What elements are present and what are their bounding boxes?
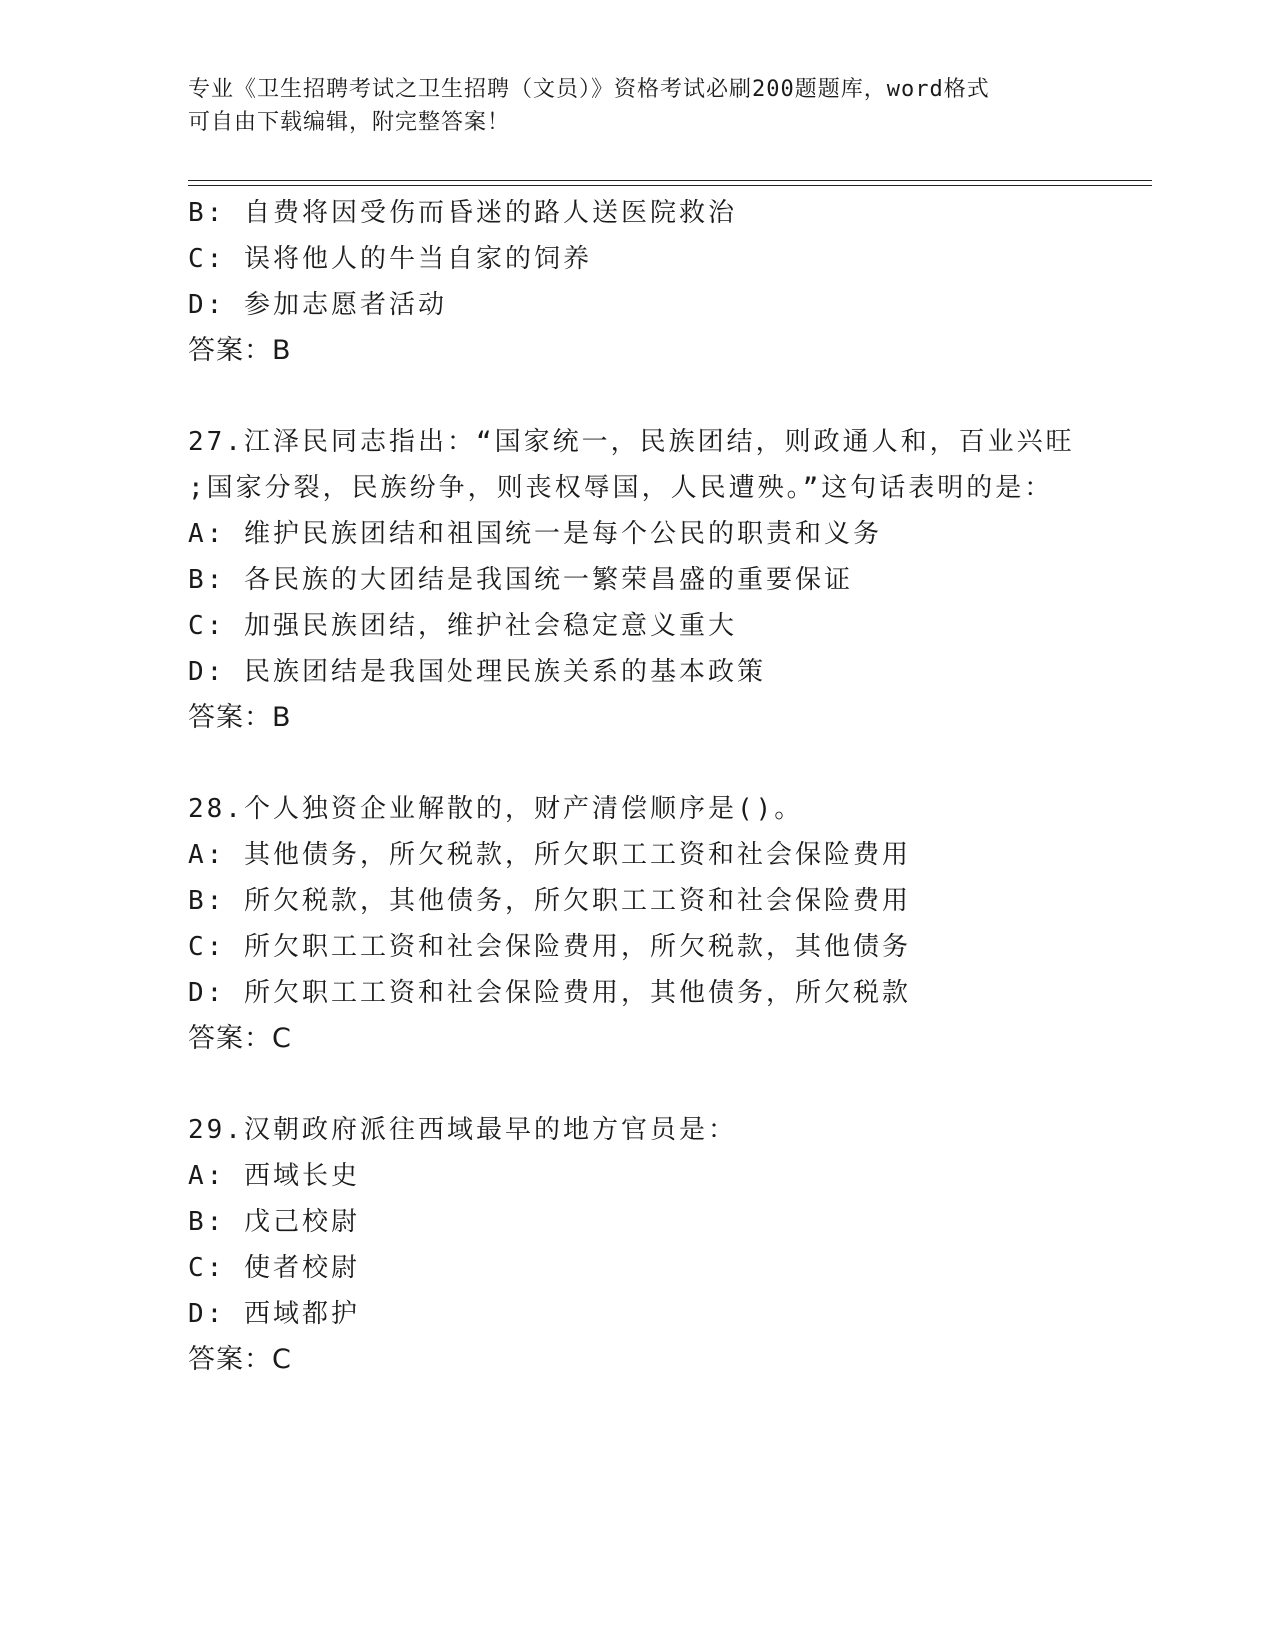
spacer (188, 374, 1188, 419)
option-d: D: 西域都护 (188, 1299, 360, 1329)
answer: 答案：C (188, 1344, 292, 1375)
answer: 答案：C (188, 1023, 292, 1054)
option-c: C: 所欠职工工资和社会保险费用，所欠税款，其他债务 (188, 932, 911, 962)
option-a: A: 西域长史 (188, 1161, 360, 1191)
document-header (188, 73, 1068, 139)
option-b: B: 各民族的大团结是我国统一繁荣昌盛的重要保证 (188, 565, 853, 595)
option-d: D: 所欠职工工资和社会保险费用，其他债务，所欠税款 (188, 978, 911, 1008)
question-27 (188, 419, 1188, 741)
answer: 答案：B (188, 335, 292, 366)
question-26 (188, 190, 1188, 374)
header-line-2: 可自由下载编辑，附完整答案！ (188, 110, 511, 135)
question-stem: 29.汉朝政府派往西域最早的地方官员是： (188, 1115, 737, 1145)
question-stem: 27.江泽民同志指出：“国家统一，民族团结，则政通人和，百业兴旺 (188, 427, 1075, 457)
option-b: B: 戊己校尉 (188, 1207, 360, 1237)
header-line-1: 专业《卫生招聘考试之卫生招聘（文员）》资格考试必刷200题题库，word格式 (188, 77, 990, 102)
answer: 答案：B (188, 702, 292, 733)
option-b: B: 所欠税款，其他债务，所欠职工工资和社会保险费用 (188, 886, 911, 916)
option-c: C: 使者校尉 (188, 1253, 360, 1283)
option-b: B: 自费将因受伤而昏迷的路人送医院救治 (188, 198, 737, 228)
option-d: D: 民族团结是我国处理民族关系的基本政策 (188, 657, 766, 687)
option-a: A: 维护民族团结和祖国统一是每个公民的职责和义务 (188, 519, 882, 549)
question-29 (188, 1107, 1188, 1383)
option-d: D: 参加志愿者活动 (188, 290, 447, 320)
option-c: C: 加强民族团结，维护社会稳定意义重大 (188, 611, 737, 641)
header-divider-bottom (188, 185, 1152, 186)
header-divider-top (188, 180, 1152, 181)
spacer (188, 1062, 1188, 1107)
option-c: C: 误将他人的牛当自家的饲养 (188, 244, 592, 274)
spacer (188, 741, 1188, 786)
question-stem: 28.个人独资企业解散的，财产清偿顺序是()。 (188, 794, 804, 824)
question-stem-continued: ;国家分裂，民族纷争，则丧权辱国，人民遭殃。”这句话表明的是： (188, 473, 1054, 503)
option-a: A: 其他债务，所欠税款，所欠职工工资和社会保险费用 (188, 840, 911, 870)
question-28 (188, 786, 1188, 1062)
question-list (188, 190, 1188, 1383)
